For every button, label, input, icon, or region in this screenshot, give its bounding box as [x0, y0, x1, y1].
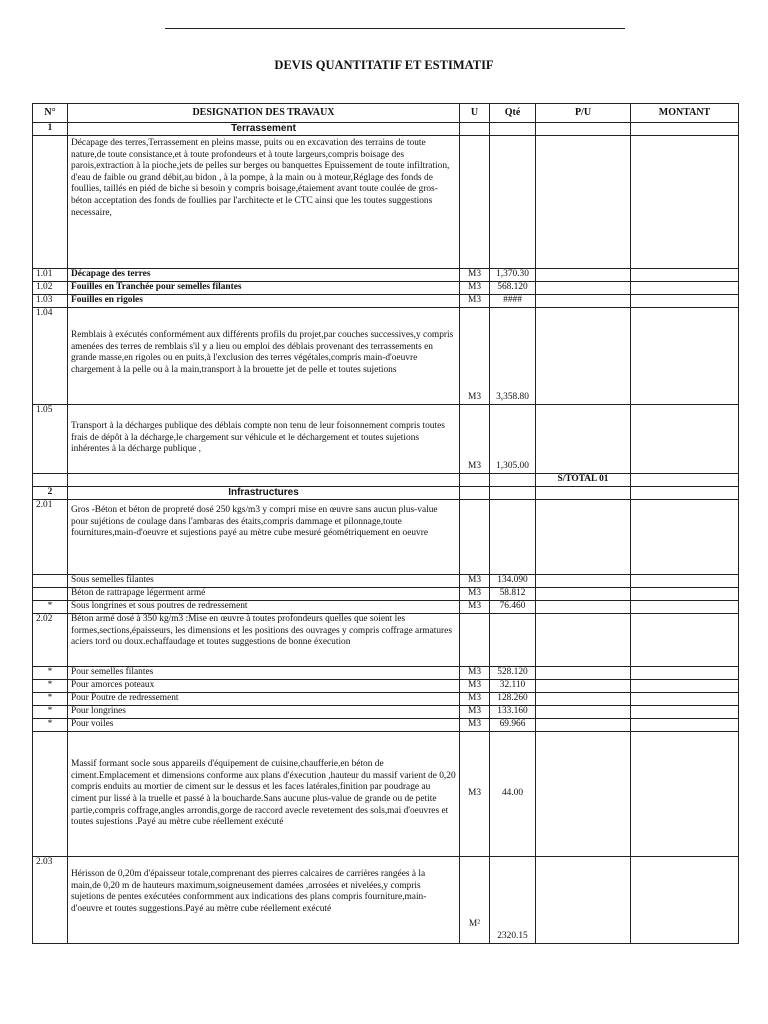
row-label: Pour Poutre de redressement [68, 693, 460, 706]
row-no: 1.02 [33, 282, 68, 295]
row-qty: 133.160 [490, 706, 536, 719]
row-unit: M3 [460, 308, 490, 405]
subtotal-label: S/TOTAL 01 [536, 474, 631, 487]
row-unit: M3 [460, 601, 490, 614]
row-unit: M3 [460, 575, 490, 588]
row-qty: 58.812 [490, 588, 536, 601]
row-no: * [33, 680, 68, 693]
row-no: 1.04 [33, 308, 68, 405]
section-title: Terrassement [68, 123, 460, 136]
row-unit: M3 [460, 706, 490, 719]
row-qty: 76.460 [490, 601, 536, 614]
row-label: Pour longrines [68, 706, 460, 719]
row-label: Pour semelles filantes [68, 667, 460, 680]
table-row [33, 295, 739, 308]
row-unit: M3 [460, 295, 490, 308]
table-row [33, 575, 739, 588]
col-montant: MONTANT [631, 104, 739, 123]
row-description: Hérisson de 0,20m d'épaisseur totale,comprenant des pierres calcaires de carrières rangées à la main,de 0,20 m de hauteurs maximum,soigneusement damées ,arrosées et nivelées,y compris sujetions de pentes exécutées conformment aux indications des plans compris fourniture,main-d'oeuvre et toutes suggestions.Payé au mètre cube réellement exécuté [68, 857, 460, 944]
row-unit: M3 [460, 588, 490, 601]
row-unit: M3 [460, 269, 490, 282]
row-unit: M3 [460, 719, 490, 732]
row-no: * [33, 693, 68, 706]
row-qty: 1,370.30 [490, 269, 536, 282]
row-no: 1.01 [33, 269, 68, 282]
row-no: * [33, 667, 68, 680]
table-row [33, 500, 739, 575]
table-header [33, 104, 739, 123]
row-unit: M3 [460, 282, 490, 295]
table-row [33, 601, 739, 614]
col-designation: DESIGNATION DES TRAVAUX [68, 104, 460, 123]
row-qty: 2320.15 [490, 857, 536, 944]
row-no: 2.02 [33, 614, 68, 667]
section-no: 2 [33, 487, 68, 500]
row-no: 1.05 [33, 405, 68, 474]
table-row [33, 693, 739, 706]
row-label: Sous longrines et sous poutres de redressement [68, 601, 460, 614]
row-no: * [33, 719, 68, 732]
row-unit: M² [460, 857, 490, 944]
row-unit: M3 [460, 693, 490, 706]
row-label: Pour voiles [68, 719, 460, 732]
top-rule [165, 28, 625, 29]
row-label: Béton de rattrapage légerment armé [68, 588, 460, 601]
row-no: 1.03 [33, 295, 68, 308]
row-qty: 134.090 [490, 575, 536, 588]
section-no: 1 [33, 123, 68, 136]
row-qty: 69.966 [490, 719, 536, 732]
row-description: Décapage des terres,Terrassement en pleins masse, puits ou en excavation des terrains de toute nature,de toute consistance,et à toute profondeurs et à toute largeurs,compris boisage des parois,extraction à la pioche,jets de pelles sur berges ou banquettes Epuissement de toute infiltration, d'eau de faible ou grand débit,au bidon , à la pompe, à la main ou à moteur,Réglage des fonds de foullies, taillés en piéd de biche si besoin y compris boisage,étaiement avant toute coulée de gros-béton acceptation des fonds de foullies par l'architecte et le CTC ainsi que les toutes suggestions necessaire, [68, 136, 460, 269]
row-no: * [33, 601, 68, 614]
section-title: Infrastructures [68, 487, 460, 500]
table-row [33, 667, 739, 680]
row-label: Sous semelles filantes [68, 575, 460, 588]
col-qty: Qté [490, 104, 536, 123]
row-qty: #### [490, 295, 536, 308]
table-row [33, 308, 739, 405]
row-label: Fouilles en rigoles [68, 295, 460, 308]
row-no: 2.01 [33, 500, 68, 575]
row-description: Béton armé dosé à 350 kg/m3 :Mise en œuvre à toutes profondeurs quelles que soient les formes,sections,épaisseurs, les dimensions et les positions des ouvrages y compris coffrage armatures aciers tord ou doux.echaffaudage et toutes suggestions de bonne éxecution [68, 614, 460, 667]
table-row [33, 405, 739, 474]
page-title: DEVIS QUANTITATIF ET ESTIMATIF [274, 58, 494, 72]
row-unit: M3 [460, 405, 490, 474]
row-qty: 32.110 [490, 680, 536, 693]
col-unit: U [460, 104, 490, 123]
row-qty: 44.00 [490, 732, 536, 857]
table-row [33, 588, 739, 601]
quote-table [32, 103, 739, 944]
section-row [33, 487, 739, 500]
row-no: * [33, 706, 68, 719]
col-no: N° [33, 104, 68, 123]
row-unit: M3 [460, 732, 490, 857]
row-description: Remblais à exécutés conformément aux différents profils du projet,par couches successives,y compris amenées des terres de remblais s'il y a lieu ou emploi des déblais provenant des terrassements en grande masse,en rigoles ou en puits,à l'exclusion des terres végétales,compris main-d'oeuvre chargement à la pelle ou à la main,transport à la brouette jet de pelle et toutes sujetions [68, 308, 460, 405]
row-label: Décapage des terres [68, 269, 460, 282]
row-label: Fouilles en Tranchée pour semelles filantes [68, 282, 460, 295]
row-qty: 3,358.80 [490, 308, 536, 405]
table-row [33, 136, 739, 269]
row-unit: M3 [460, 680, 490, 693]
row-description: Massif formant socle sous appareils d'équipement de cuisine,chaufferie,en béton de ciment.Emplacement et dimensions conforme aux plans d'éxecution ,hauteur du massif varient de 0,20 compris enduits au mortier de ciment sur le dessus et les faces latérales,finition par poudrage au ciment pur lissé à la truelle et passé à la boucharde.Sans aucune plus-value de grande ou de petite partie,compris coffrage,angles arrondis,gorge de raccord avecle revetement des sols,mai d'oeuvres et toutes sujestions .Payé au mètre cube réellement exécuté [68, 732, 460, 857]
table-row [33, 857, 739, 944]
table-row [33, 719, 739, 732]
section-row [33, 123, 739, 136]
row-unit: M3 [460, 667, 490, 680]
row-no: 2.03 [33, 857, 68, 944]
row-label: Pour amorces poteaux [68, 680, 460, 693]
col-pu: P/U [536, 104, 631, 123]
table-row [33, 706, 739, 719]
row-description: Transport à la décharges publique des déblais compte non tenu de leur foisonnement compris toutes frais de dépôt à la décharge,le chargement sur véhicule et le déchargement et toutes sujetions inhérentes à la décharge publique , [68, 405, 460, 474]
row-qty: 568.120 [490, 282, 536, 295]
row-qty: 528.120 [490, 667, 536, 680]
table-row [33, 269, 739, 282]
row-description: Gros -Béton et béton de propreté dosé 250 kgs/m3 y compri mise en œuvre sans aucun plus-value pour sujétions de coulage dans l'ambaras des étaits,compris dammage et pilonnage,toute fournitures,main-d'oeuvre et sujestions payé au mètre cube mesuré géométriquement en oeuvre [68, 500, 460, 575]
table-row [33, 282, 739, 295]
row-qty: 1,305.00 [490, 405, 536, 474]
table-row [33, 614, 739, 667]
table-row [33, 732, 739, 857]
row-qty: 128.260 [490, 693, 536, 706]
subtotal-row [33, 474, 739, 487]
table-row [33, 680, 739, 693]
